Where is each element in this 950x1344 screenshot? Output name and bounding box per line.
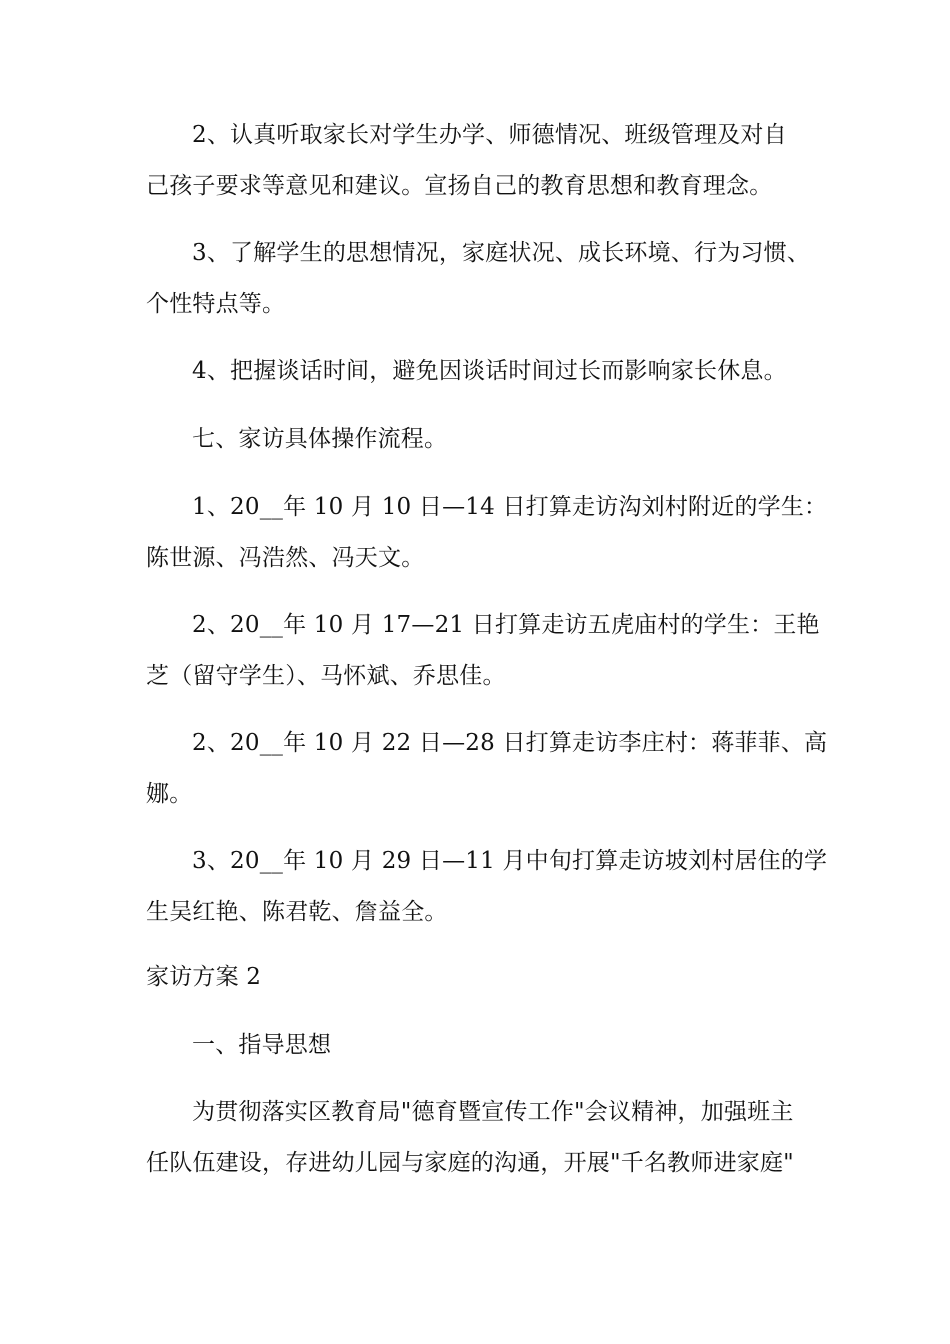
text-line: 2、认真听取家长对学生办学、师德情况、班级管理及对自: [192, 122, 787, 148]
text-line: 为贯彻落实区教育局"德育暨宣传工作"会议精神，加强班主: [192, 1099, 794, 1125]
text-line: 3、了解学生的思想情况，家庭状况、成长环境、行为习惯、: [192, 240, 811, 266]
text-line: 3、20__年 10 月 29 日—11 月中旬打算走访坡刘村居住的学: [192, 848, 828, 874]
text-line: 娜。: [146, 781, 193, 807]
text-line: 生吴红艳、陈君乾、詹益全。: [146, 899, 448, 925]
text-line: 1、20__年 10 月 10 日—14 日打算走访沟刘村附近的学生：: [192, 494, 828, 520]
section-heading: 七、家访具体操作流程。: [192, 426, 448, 452]
section-heading: 一、指导思想: [192, 1032, 332, 1058]
text-line: 芝（留守学生）、马怀斌、乔思佳。: [146, 663, 506, 689]
text-line: 任队伍建设，存进幼儿园与家庭的沟通，开展"千名教师进家庭": [146, 1150, 794, 1176]
text-line: 2、20__年 10 月 17—21 日打算走访五虎庙村的学生：王艳: [192, 612, 820, 638]
text-line: 4、把握谈话时间，避免因谈话时间过长而影响家长休息。: [192, 358, 787, 384]
text-line: 陈世源、冯浩然、冯天文。: [146, 545, 425, 571]
text-line: 个性特点等。: [146, 291, 286, 317]
text-line: 己孩子要求等意见和建议。宣扬自己的教育思想和教育理念。: [146, 173, 773, 199]
document-subtitle: 家访方案 2: [146, 964, 262, 990]
text-line: 2、20__年 10 月 22 日—28 日打算走访李庄村：蒋菲菲、高: [192, 730, 828, 756]
